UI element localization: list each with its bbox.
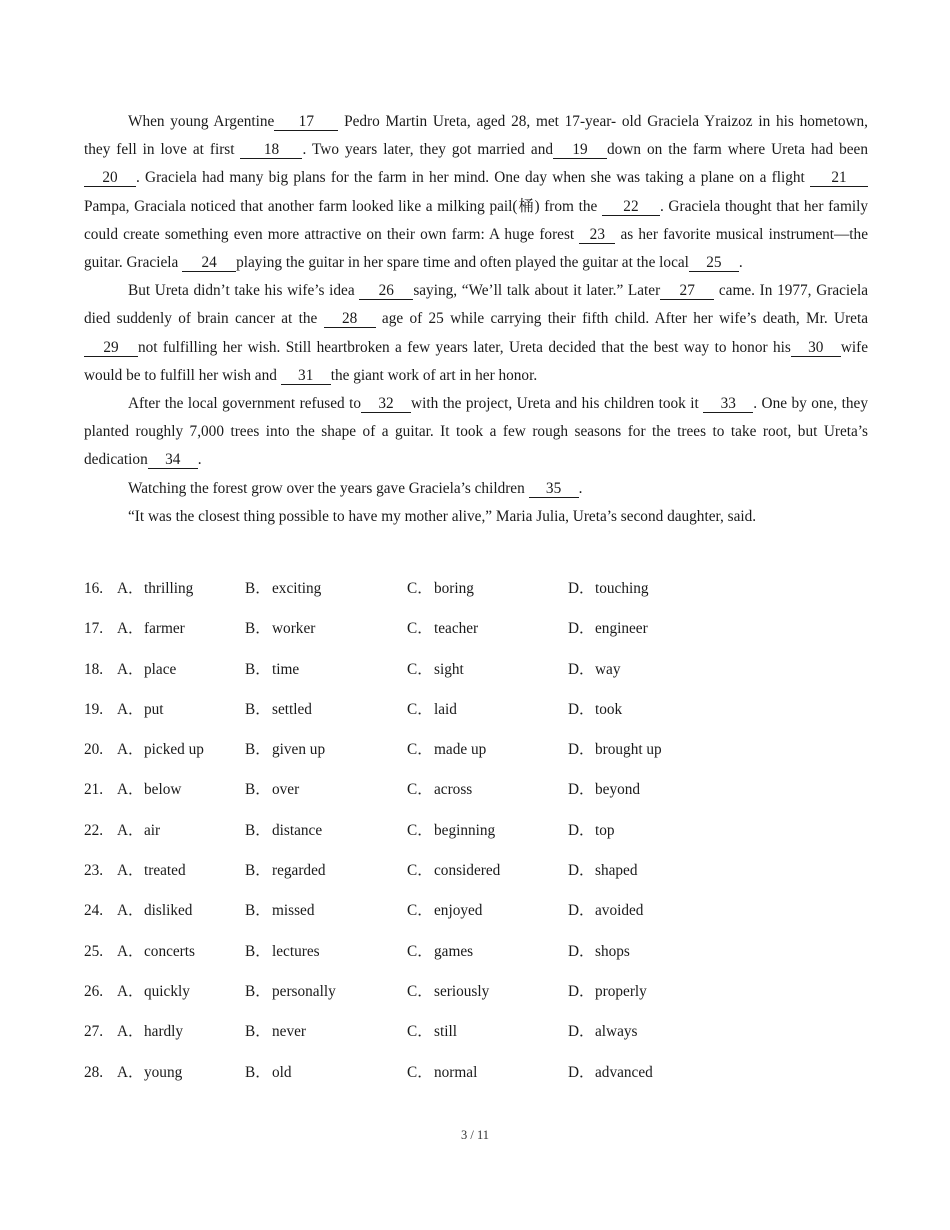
question-number: 26. — [84, 982, 104, 1000]
text: . — [738, 254, 743, 272]
option-b — [245, 1059, 292, 1087]
text: After the local government refused to — [128, 395, 362, 413]
option-text: regarded — [272, 862, 326, 880]
option-a — [117, 696, 164, 724]
option-text: seriously — [434, 982, 490, 1000]
option-letter: C． — [407, 620, 433, 638]
text: . Graciela had many big plans for the farm in her mind. One day when she was taking a plane on a flight — [136, 169, 810, 187]
option-d — [568, 615, 648, 643]
blank-17: 17 — [274, 113, 338, 131]
blank-34: 34 — [148, 451, 198, 469]
option-b — [245, 938, 320, 966]
question-row — [84, 575, 868, 615]
option-text: disliked — [144, 902, 193, 920]
option-d — [568, 938, 630, 966]
question-row — [84, 736, 868, 776]
question-row — [84, 897, 868, 937]
option-a — [117, 656, 176, 684]
option-d — [568, 817, 615, 845]
option-d — [568, 857, 637, 885]
option-d — [568, 776, 640, 804]
text: as her favorite musical instrument—the guitar. Graciela — [84, 225, 868, 272]
blank-24: 24 — [182, 254, 236, 272]
option-d — [568, 978, 647, 1006]
option-letter: C． — [407, 660, 433, 678]
option-letter: A． — [117, 862, 144, 880]
blank-25: 25 — [689, 254, 739, 272]
option-text: beginning — [434, 821, 496, 839]
blank-26: 26 — [359, 282, 413, 300]
option-letter: B． — [245, 660, 271, 678]
option-letter: A． — [117, 821, 144, 839]
text: . — [578, 479, 583, 497]
option-text: worker — [272, 620, 316, 638]
option-letter: A． — [117, 660, 144, 678]
question-number: 16. — [84, 580, 104, 597]
blank-32: 32 — [361, 395, 411, 413]
question-number: 22. — [84, 821, 104, 839]
option-a — [117, 978, 190, 1006]
question-number: 19. — [84, 700, 104, 718]
blank-18: 18 — [240, 141, 302, 159]
text: down on the farm where Ureta had been — [607, 141, 868, 159]
text: “It was the closest thing possible to have my mother alive,” Maria Julia, Ureta’s second daughter, said. — [128, 507, 757, 525]
option-text: shaped — [595, 862, 638, 880]
option-letter: B． — [245, 821, 271, 839]
option-text: put — [144, 700, 164, 718]
option-letter: B． — [245, 580, 271, 597]
option-text: made up — [434, 741, 487, 759]
page-number: 3 / 11 — [460, 1128, 489, 1142]
option-letter: B． — [245, 982, 271, 1000]
answer-options — [84, 575, 868, 1099]
option-c — [407, 1059, 477, 1087]
option-text: old — [272, 1063, 292, 1081]
option-letter: C． — [407, 580, 433, 597]
option-letter: A． — [117, 781, 144, 799]
text: . Graciela thought that her family could create something even more attractive on their own farm: A huge forest — [84, 197, 868, 243]
text: age of 25 while carrying their fifth child. After her wife’s death, Mr. Ureta — [375, 310, 868, 328]
option-text: settled — [272, 700, 312, 718]
option-text: treated — [144, 862, 186, 880]
option-letter: C． — [407, 862, 433, 880]
text: came. In 1977, Graciela died suddenly of brain cancer at the — [84, 282, 868, 328]
option-b — [245, 736, 325, 764]
option-d — [568, 1018, 637, 1046]
option-text: way — [595, 660, 621, 678]
option-d — [568, 656, 621, 684]
option-c — [407, 656, 464, 684]
option-c — [407, 696, 457, 724]
option-a — [117, 776, 181, 804]
question-row — [84, 656, 868, 696]
paragraph-3 — [84, 390, 868, 475]
option-letter: D． — [568, 942, 595, 960]
option-text: never — [272, 1023, 306, 1041]
text: But Ureta didn’t take his wife’s idea — [128, 282, 360, 300]
text: not fulfilling her wish. Still heartbroken a few years later, Ureta decided that the best way to honor his — [138, 338, 791, 356]
option-text: given up — [272, 741, 326, 759]
blank-28: 28 — [324, 310, 376, 328]
option-c — [407, 938, 473, 966]
option-d — [568, 1059, 653, 1087]
option-letter: C． — [407, 1063, 433, 1081]
option-text: thrilling — [144, 580, 194, 597]
text: . One by one, they planted roughly 7,000 trees into the shape of a guitar. It took a few rough seasons for the trees to take root, but Ureta’s dedication — [84, 395, 868, 469]
option-letter: A． — [117, 741, 144, 759]
option-text: engineer — [595, 620, 648, 638]
option-letter: D． — [568, 781, 595, 799]
option-b — [245, 575, 321, 603]
option-letter: C． — [407, 821, 433, 839]
option-letter: B． — [245, 700, 271, 718]
option-text: normal — [434, 1063, 478, 1081]
option-letter: C． — [407, 1023, 433, 1041]
option-letter: D． — [568, 821, 595, 839]
option-text: sight — [434, 660, 464, 678]
question-number: 27. — [84, 1023, 104, 1041]
option-letter: A． — [117, 580, 144, 597]
text: wife would be to fulfill her wish and — [84, 338, 868, 384]
option-letter: B． — [245, 942, 271, 960]
option-text: hardly — [144, 1023, 184, 1041]
text: Pedro Martin Ureta, aged 28, met 17-year- old Graciela Yraizoz in his hometown, they fell in love at first — [84, 113, 868, 159]
option-text: teacher — [434, 620, 479, 638]
option-b — [245, 615, 315, 643]
option-c — [407, 736, 486, 764]
option-text: concerts — [144, 942, 195, 960]
option-c — [407, 776, 472, 804]
option-b — [245, 1018, 306, 1046]
option-text: enjoyed — [434, 902, 483, 920]
option-text: time — [272, 660, 300, 678]
option-text: air — [144, 821, 161, 839]
question-row — [84, 615, 868, 655]
option-text: young — [144, 1063, 183, 1081]
option-c — [407, 857, 500, 885]
option-text: laid — [434, 700, 457, 718]
option-c — [407, 1018, 457, 1046]
option-a — [117, 736, 204, 764]
option-a — [117, 938, 195, 966]
option-letter: A． — [117, 700, 144, 718]
option-letter: A． — [117, 982, 144, 1000]
option-letter: D． — [568, 1063, 595, 1081]
option-text: personally — [272, 982, 336, 1000]
blank-30: 30 — [791, 339, 841, 357]
option-a — [117, 615, 185, 643]
option-letter: A． — [117, 942, 144, 960]
option-b — [245, 978, 336, 1006]
blank-29: 29 — [84, 339, 138, 357]
question-number: 25. — [84, 942, 104, 960]
option-letter: B． — [245, 902, 271, 920]
text: When young Argentine — [128, 113, 275, 130]
option-b — [245, 897, 315, 925]
text: . Two years later, they got married and — [302, 141, 554, 159]
option-text: below — [144, 781, 182, 799]
option-text: across — [434, 781, 473, 799]
option-text: picked up — [144, 741, 204, 759]
option-letter: B． — [245, 1023, 271, 1041]
paragraph-4 — [84, 475, 868, 503]
option-text: farmer — [144, 620, 185, 638]
option-text: place — [144, 660, 177, 678]
paragraph-2 — [84, 277, 868, 390]
option-text: exciting — [272, 580, 322, 597]
option-text: touching — [595, 580, 649, 597]
question-row — [84, 776, 868, 816]
option-letter: B． — [245, 781, 271, 799]
text: . — [197, 451, 202, 469]
option-b — [245, 776, 299, 804]
option-d — [568, 736, 662, 764]
question-number: 21. — [84, 781, 104, 799]
option-letter: C． — [407, 741, 433, 759]
blank-31: 31 — [281, 367, 331, 385]
option-letter: B． — [245, 620, 271, 638]
option-c — [407, 575, 474, 603]
option-letter: C． — [407, 942, 433, 960]
question-row — [84, 696, 868, 736]
paragraph-5 — [84, 503, 868, 531]
option-a — [117, 857, 186, 885]
option-b — [245, 656, 299, 684]
option-text: still — [434, 1023, 457, 1041]
option-letter: D． — [568, 862, 595, 880]
option-b — [245, 696, 312, 724]
text: Pampa, Graciala noticed that another farm looked like a milking pail(桶) from the — [84, 197, 602, 215]
blank-22: 22 — [602, 198, 660, 216]
blank-33: 33 — [703, 395, 753, 413]
option-text: considered — [434, 862, 501, 880]
question-number: 17. — [84, 620, 104, 638]
option-text: boring — [434, 580, 474, 597]
option-a — [117, 1059, 182, 1087]
question-number: 24. — [84, 902, 104, 920]
option-letter: A． — [117, 1063, 144, 1081]
option-d — [568, 696, 622, 724]
option-letter: A． — [117, 620, 144, 638]
option-letter: C． — [407, 700, 433, 718]
option-text: always — [595, 1023, 638, 1041]
option-letter: A． — [117, 902, 144, 920]
question-row — [84, 938, 868, 978]
text: with the project, Ureta and his children took it — [411, 395, 704, 413]
option-text: top — [595, 821, 615, 839]
option-letter: B． — [245, 1063, 271, 1081]
option-letter: A． — [117, 1023, 144, 1041]
option-text: distance — [272, 821, 323, 839]
question-row — [84, 1059, 868, 1099]
option-letter: D． — [568, 660, 595, 678]
option-b — [245, 817, 322, 845]
text: playing the guitar in her spare time and often played the guitar at the local — [236, 254, 689, 272]
cloze-passage — [84, 108, 868, 531]
option-text: took — [595, 700, 623, 718]
option-text: properly — [595, 982, 647, 1000]
option-letter: D． — [568, 1023, 595, 1041]
option-a — [117, 897, 192, 925]
question-number: 23. — [84, 862, 104, 880]
option-text: games — [434, 942, 474, 960]
option-text: quickly — [144, 982, 190, 1000]
option-text: advanced — [595, 1063, 653, 1081]
question-row — [84, 1018, 868, 1058]
paragraph-1 — [84, 108, 868, 277]
blank-19: 19 — [553, 141, 607, 159]
option-text: over — [272, 781, 300, 799]
option-c — [407, 817, 495, 845]
option-text: shops — [595, 942, 630, 960]
option-text: beyond — [595, 781, 641, 799]
option-a — [117, 817, 160, 845]
option-c — [407, 978, 489, 1006]
option-letter: B． — [245, 862, 271, 880]
question-number: 28. — [84, 1063, 104, 1081]
option-c — [407, 897, 482, 925]
option-text: missed — [272, 902, 315, 920]
question-row — [84, 857, 868, 897]
option-b — [245, 857, 326, 885]
option-a — [117, 1018, 183, 1046]
option-text: avoided — [595, 902, 644, 920]
question-row — [84, 817, 868, 857]
option-letter: D． — [568, 620, 595, 638]
option-letter: C． — [407, 902, 433, 920]
blank-23: 23 — [579, 226, 615, 244]
question-number: 18. — [84, 660, 104, 678]
option-letter: D． — [568, 982, 595, 1000]
question-number: 20. — [84, 741, 104, 759]
option-letter: D． — [568, 741, 595, 759]
text: Watching the forest grow over the years gave Graciela’s children — [128, 479, 529, 497]
option-letter: C． — [407, 982, 433, 1000]
question-row — [84, 978, 868, 1018]
option-text: lectures — [272, 942, 320, 960]
text: saying, “We’ll talk about it later.” Later — [413, 282, 661, 300]
blank-21: 21 — [810, 169, 868, 187]
option-text: brought up — [595, 741, 662, 759]
blank-20: 20 — [84, 169, 136, 187]
blank-35: 35 — [529, 480, 579, 498]
option-c — [407, 615, 478, 643]
option-letter: D． — [568, 700, 595, 718]
option-a — [117, 575, 193, 603]
option-letter: D． — [568, 580, 595, 597]
option-letter: C． — [407, 781, 433, 799]
text: the giant work of art in her honor. — [330, 366, 538, 384]
option-letter: B． — [245, 741, 271, 759]
option-letter: D． — [568, 902, 595, 920]
blank-27: 27 — [660, 282, 714, 300]
option-d — [568, 897, 643, 925]
option-d — [568, 575, 649, 603]
